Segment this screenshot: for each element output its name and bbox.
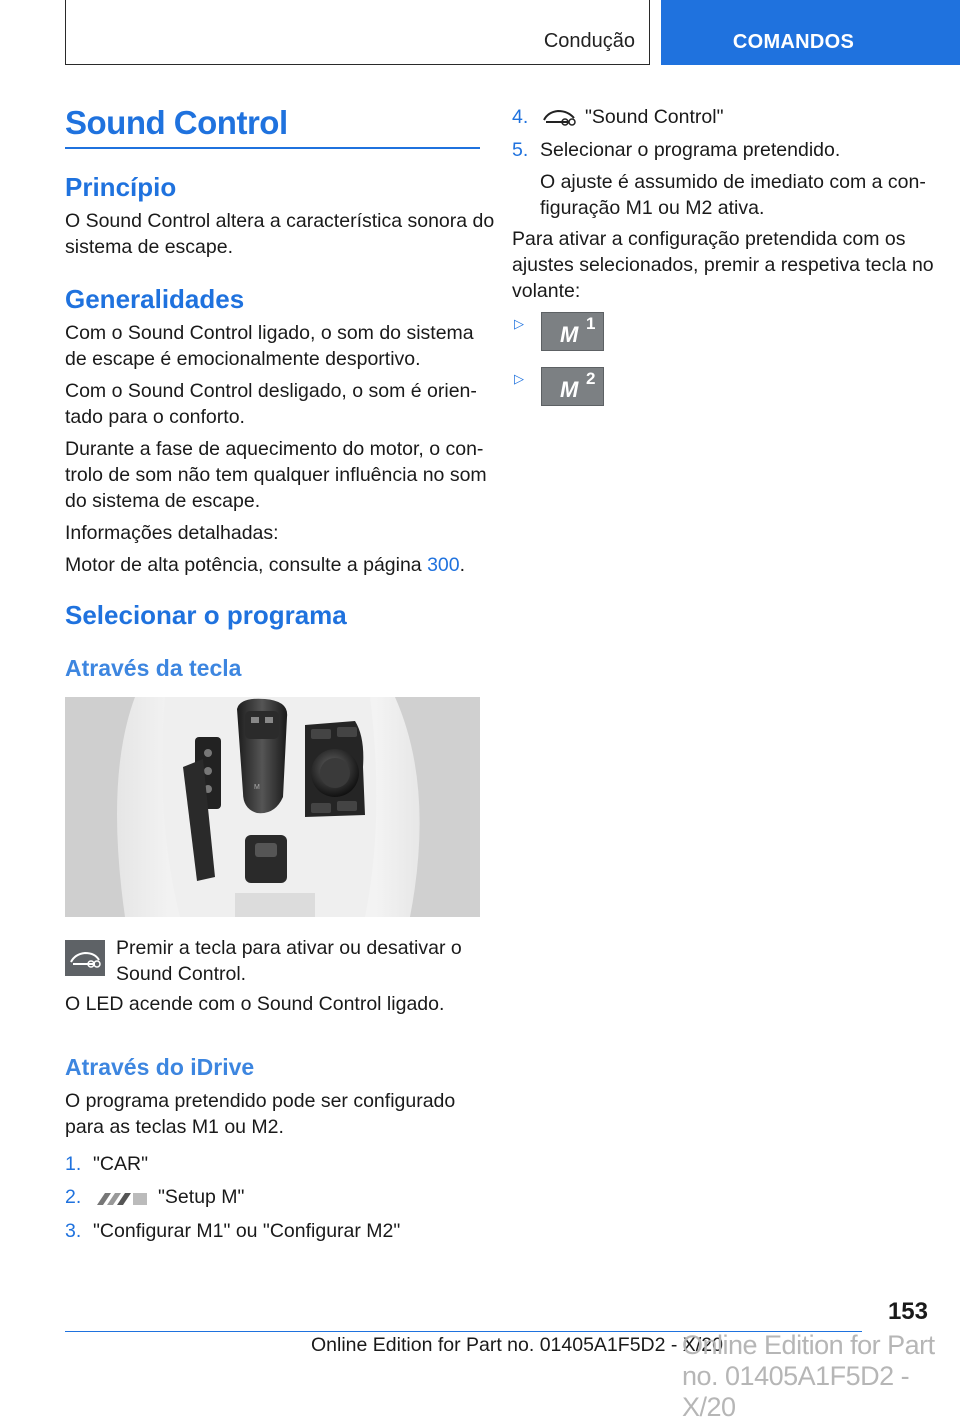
principle-heading: Princípio — [65, 172, 177, 202]
triangle-bullet-icon: ▷ — [514, 316, 524, 331]
m-setup-icon — [95, 1191, 149, 1212]
idrive-steps: 1. "CAR" 2. "Setup M" 3. "Configurar M1" ou "Configurar M2" — [65, 1153, 401, 1242]
page-reference: Motor de alta potência, consulte a página 300. — [65, 554, 466, 576]
led-text: O LED acende com o Sound Control ligado. — [65, 993, 445, 1015]
via-key-heading: Através da tecla — [65, 655, 242, 681]
edition-text: Online Edition for Part no. 01405A1F5D2 - X/20 — [311, 1334, 723, 1356]
sound-control-icon — [65, 940, 105, 976]
page-reference-link[interactable]: 300 — [427, 554, 460, 576]
idrive-text: O programa pretendido pode ser configurado para as teclas M1 ou M2. — [65, 1090, 456, 1138]
console-illustration — [65, 697, 480, 917]
header-section-tab — [65, 0, 650, 65]
step5-detail: O ajuste é assumido de imediato com a con‐ figuração M1 ou M2 ativa. — [540, 171, 926, 219]
header-section-label: Condução — [543, 30, 635, 52]
activate-text: Para ativar a configuração pretendida com os ajustes selecionados, premir a respetiva tecla no volante: — [512, 228, 934, 302]
svg-text:M: M — [254, 784, 260, 791]
general-heading: Generalidades — [65, 284, 245, 314]
header-chapter-label: COMANDOS — [732, 31, 855, 53]
via-idrive-heading: Através do iDrive — [65, 1054, 255, 1080]
header-chapter-tab — [661, 0, 960, 65]
page-title: Sound Control — [65, 104, 288, 141]
sound-control-inline-icon — [540, 106, 580, 133]
m1-key-icon: M 1 — [541, 312, 604, 351]
m2-key-icon: M 2 — [541, 367, 604, 406]
icon-description: Premir a tecla para ativar ou desativar o Sound Control. — [116, 937, 462, 985]
general-text: Com o Sound Control ligado, o som do sistema de escape é emocionalmente desportivo. Com o Sound Control desligado, o som é orien‐ tado para o conforto. Durante a fase de aquecimento do motor, o con‐ trolo de som não tem qualquer influência no som do sistema de escape. Informações detalhadas: Motor de alta potência, consulte a página 300. — [65, 320, 495, 578]
triangle-bullet-icon: ▷ — [514, 371, 524, 386]
title-rule — [65, 147, 480, 149]
select-program-heading: Selecionar o programa — [65, 600, 347, 630]
page-number: 153 — [887, 1298, 928, 1325]
principle-text: O Sound Control altera a característica sonora do sistema de escape. — [65, 210, 495, 258]
center-console-photo — [65, 697, 480, 917]
watermark: Online Edition for Part no. 01405A1F5D2 - X/20 — [682, 1330, 935, 1422]
